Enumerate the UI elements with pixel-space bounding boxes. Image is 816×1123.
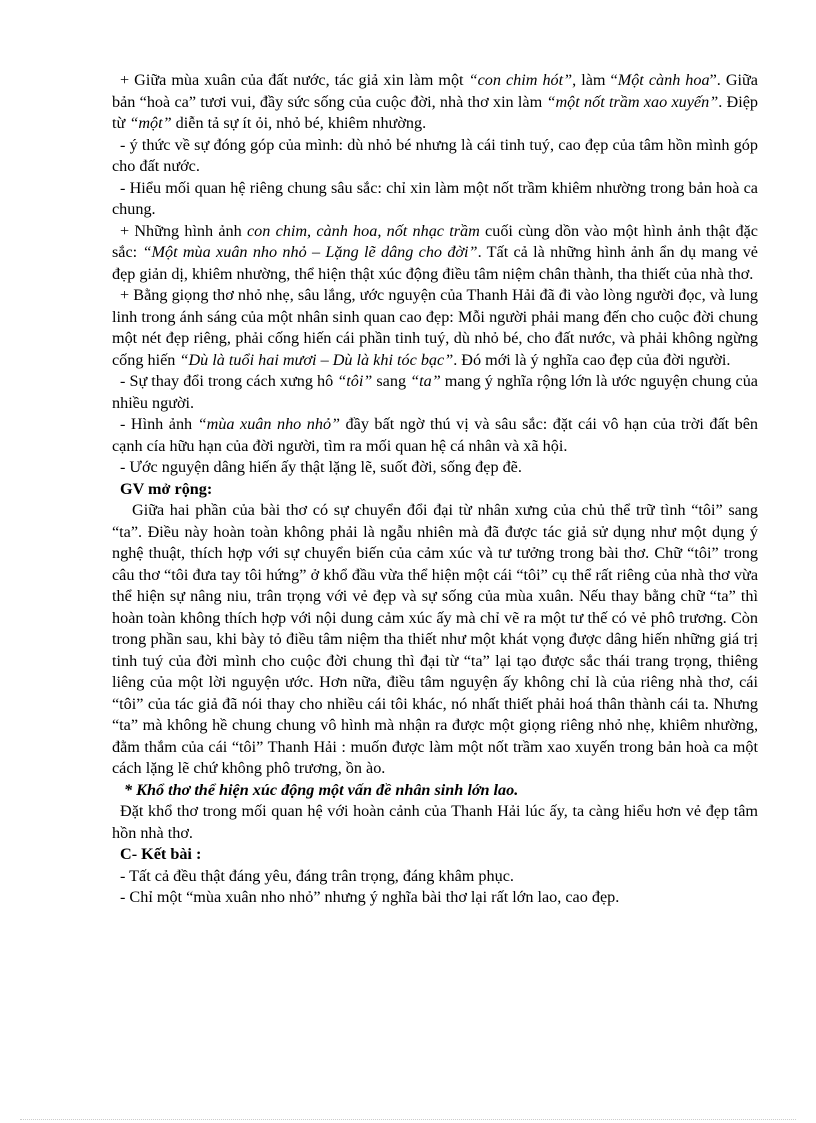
paragraph-chim-hot: + Giữa mùa xuân của đất nước, tác giả xin làm một “con chim hót”, làm “Một cành hoa”. Giữa bản “hoà ca” tươi vui, đầy sức sống của cuộc đời, nhà thơ xin làm “một nốt trầm xao xuyến”. Điệp từ “một” diễn tả sự ít ỏi, nhỏ bé, khiêm nhường.: [112, 71, 758, 132]
paragraph-chi-mot: - Chỉ một “mùa xuân nho nhỏ” nhưng ý nghĩa bài thơ lại rất lớn lao, cao đẹp.: [120, 888, 620, 906]
heading-ket-bai: C- Kết bài :: [120, 845, 202, 863]
subheading-kho-tho: * Khổ thơ thể hiện xúc động một vấn đề nhân sinh lớn lao.: [124, 780, 519, 799]
page-bottom-divider: [20, 1119, 796, 1120]
paragraph-mua-xuan-nho-nho: - Hình ảnh “mùa xuân nho nhỏ” đầy bất ngờ thú vị và sâu sắc: đặt cái vô hạn của trời đất bên cạnh cía hữu hạn của đời người, tìm ra mối quan hệ cá nhân và xã hội.: [112, 415, 758, 455]
heading-gv-mo-rong: GV mở rộng:: [120, 479, 213, 498]
paragraph-hinh-anh: + Những hình ảnh con chim, cành hoa, nốt nhạc trầm cuối cùng dồn vào một hình ảnh thật đặc sắc: “Một mùa xuân nho nhỏ – Lặng lẽ dâng cho đời”. Tất cả là những hình ảnh ẩn dụ mang vẻ đẹp giản dị, khiêm nhường, thể hiện thật xúc động điều tâm niệm chân thành, tha thiết của nhà thơ.: [112, 221, 758, 283]
paragraph-xung-ho: - Sự thay đổi trong cách xưng hô “tôi” sang “ta” mang ý nghĩa rộng lớn là ước nguyện chung của nhiều người.: [112, 372, 758, 412]
paragraph-dat-kho-tho: Đặt khổ thơ trong mối quan hệ với hoàn cảnh của Thanh Hải lúc ấy, ta càng hiểu hơn vẻ đẹp tâm hồn nhà thơ.: [112, 802, 758, 842]
paragraph-giong-tho: + Bằng giọng thơ nhỏ nhẹ, sâu lắng, ước nguyện của Thanh Hải đã đi vào lòng người đọc, và lung linh trong ánh sáng của một nhân sinh quan cao đẹp: Mỗi người phải mang đến cho cuộc đời chung một nét đẹp riêng, phải cống hiến cái phần tinh tuý, dù nhỏ bé, cho đất nước, và phải không ngừng cống hiến “Dù là tuổi hai mươi – Dù là khi tóc bạc”. Đó mới là ý nghĩa cao đẹp của đời người.: [112, 286, 758, 369]
paragraph-gv-mo-rong-body: Giữa hai phần của bài thơ có sự chuyển đổi đại từ nhân xưng của chủ thể trữ tình “tôi” sang “ta”. Điều này hoàn toàn không phải là ngẫu nhiên mà đã được tác giả sử dụng như một dụng ý nghệ thuật, thích hợp với sự chuyển biến của cảm xúc và tư tưởng trong bài thơ. Chữ “tôi” trong câu thơ “tôi đưa tay tôi hứng” ở khổ đầu vừa thể hiện một cái “tôi” cụ thể rất riêng của nhà thơ vừa thể hiện sự nâng niu, trân trọng với vẻ đẹp và sự sống của mùa xuân. Nếu thay bằng chữ “ta” thì hoàn toàn không thích hợp với nội dung cảm xúc ấy mà chỉ vẽ ra một tư thế có vẻ phô trương. Còn trong phần sau, khi bày tỏ điều tâm niệm tha thiết như một khát vọng được dâng hiến những giá trị tinh tuý của đời mình cho cuộc đời chung thì đại từ “ta” lại tạo được sắc thái trang trọng, thiêng liêng của một lời nguyện ước. Hơn nữa, điều tâm nguyện ấy không chỉ là của riêng nhà thơ, cái “tôi” của tác giả đã nói thay cho nhiều cái tôi khác, nó nhất thiết phải hoá thân thành cái ta. Nhưng “ta” mà không hề chung chung vô hình mà nhận ra được một giọng riêng nhỏ nhẹ, khiêm nhường, đằm thắm của cái “tôi” Thanh Hải : muốn được làm một nốt trầm xao xuyến trong bản hoà ca một cách lặng lẽ chứ không phô trương, ồn ào.: [112, 501, 758, 777]
paragraph-tat-ca: - Tất cả đều thật đáng yêu, đáng trân trọng, đáng khâm phục.: [120, 866, 514, 885]
paragraph-uoc-nguyen: - Ước nguyện dâng hiến ấy thật lặng lẽ, suốt đời, sống đẹp đẽ.: [120, 458, 522, 476]
paragraph-y-thuc: - ý thức về sự đóng góp của mình: dù nhỏ bé nhưng là cái tinh tuý, cao đẹp của tâm hồn mình góp cho đất nước.: [112, 135, 758, 175]
paragraph-moi-quan-he: - Hiểu mối quan hệ riêng chung sâu sắc: chỉ xin làm một nốt trầm khiêm nhường trong bản hoà ca chung.: [112, 178, 758, 218]
document-page: [112, 70, 758, 909]
